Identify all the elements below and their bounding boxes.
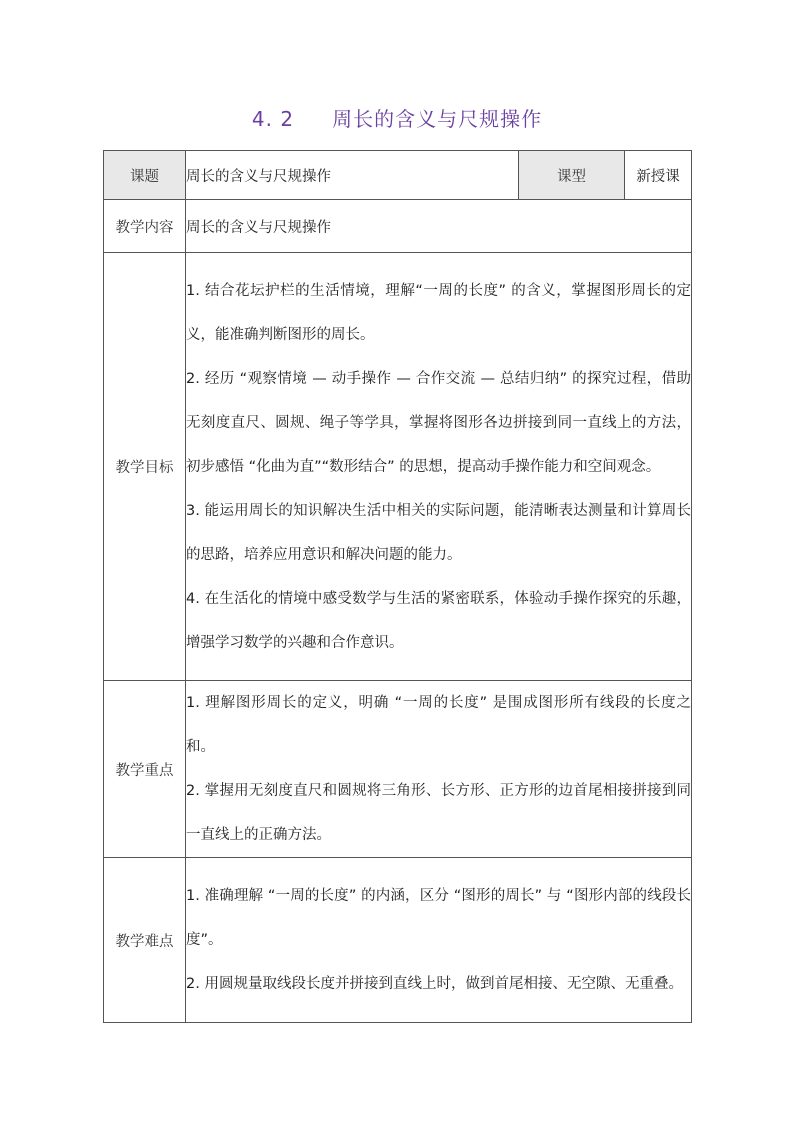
goal-item: 3. 能运用周长的知识解决生活中相关的实际问题，能清晰表达测量和计算周长的思路，培养应用意识和解决问题的能力。 [186, 502, 691, 563]
content-value: 周长的含义与尺规操作 [186, 200, 692, 253]
key-points-label: 教学重点 [104, 681, 186, 858]
section-number: 4. 2 [251, 107, 295, 131]
key-points-cell [186, 681, 692, 858]
difficulties-cell [186, 858, 692, 1023]
difficulty-item: 1. 准确理解 “一周的长度” 的内涵，区分 “图形的周长” 与 “图形内部的线段长度”。 [186, 888, 691, 948]
lesson-title: 周长的含义与尺规操作 [332, 107, 543, 131]
content-label: 教学内容 [104, 200, 186, 253]
key-points-row [104, 681, 692, 858]
content-row [104, 200, 692, 253]
topic-value: 周长的含义与尺规操作 [186, 151, 519, 200]
topic-label: 课题 [104, 151, 186, 200]
goal-item: 1. 结合花坛护栏的生活情境，理解“一周的长度” 的含义，掌握图形周长的定义，能准确判断图形的周长。 [186, 282, 691, 343]
page-title [0, 103, 794, 132]
key-point-item: 1. 理解图形周长的定义，明确 “一周的长度” 是围成图形所有线段的长度之和。 [186, 695, 691, 755]
key-point-item: 2. 掌握用无刻度直尺和圆规将三角形、长方形、正方形的边首尾相接拼接到同一直线上的正确方法。 [186, 783, 691, 843]
lesson-plan-table [103, 150, 692, 1023]
goal-item: 2. 经历 “观察情境 — 动手操作 — 合作交流 — 总结归纳” 的探究过程，借助无刻度直尺、圆规、绳子等学具，掌握将图形各边拼接到同一直线上的方法，初步感悟 “化曲为直”“数形结合” 的思想，提高动手操作能力和空间观念。 [186, 370, 691, 475]
goal-item: 4. 在生活化的情境中感受数学与生活的紧密联系，体验动手操作探究的乐趣，增强学习数学的兴趣和合作意识。 [186, 590, 691, 651]
goals-cell [186, 253, 692, 681]
difficulties-row [104, 858, 692, 1023]
goals-row [104, 253, 692, 681]
difficulty-item: 2. 用圆规量取线段长度并拼接到直线上时，做到首尾相接、无空隙、无重叠。 [186, 976, 683, 992]
type-label: 课型 [519, 151, 625, 200]
topic-row [104, 151, 692, 200]
goals-label: 教学目标 [104, 253, 186, 681]
type-value: 新授课 [625, 151, 692, 200]
difficulties-label: 教学难点 [104, 858, 186, 1023]
